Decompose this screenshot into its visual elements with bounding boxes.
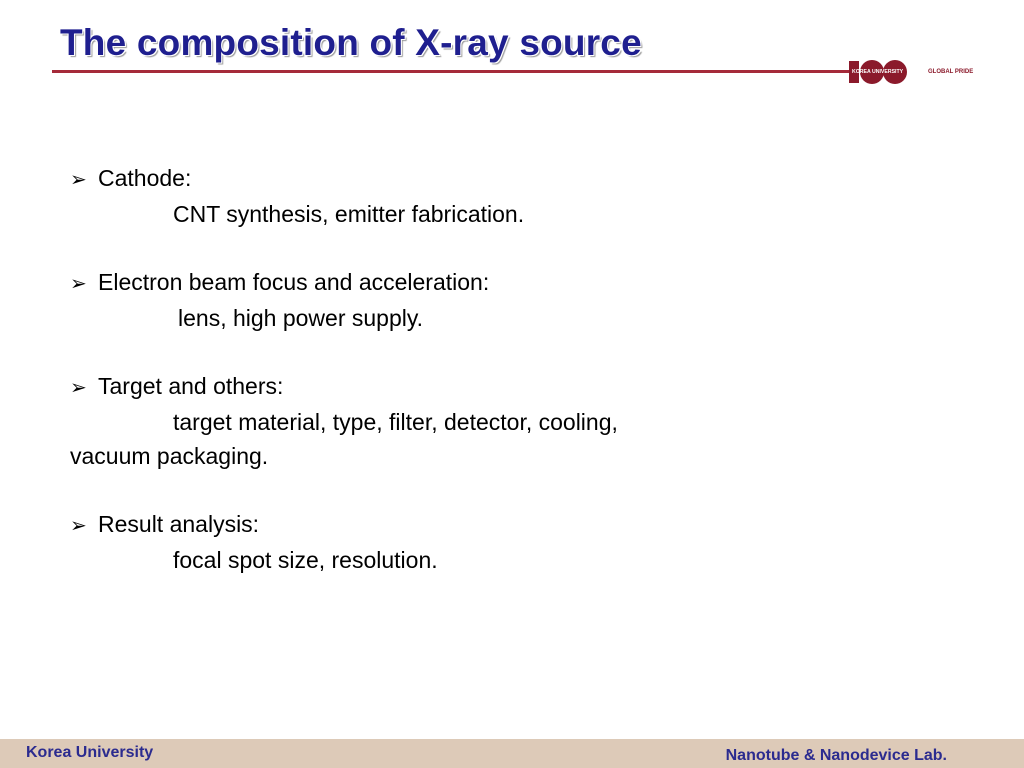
bullet-heading: Target and others: (98, 373, 284, 399)
bullet-result-analysis (70, 507, 770, 543)
bullet-detail: lens, high power supply. (178, 305, 424, 331)
bullet-target (70, 369, 770, 405)
slide-title: The composition of X-ray source (60, 22, 642, 63)
bullet-cathode (70, 161, 770, 197)
bullet-detail: CNT synthesis, emitter fabrication. (173, 201, 525, 227)
logo-tagline-text: GLOBAL PRIDE (928, 69, 974, 75)
bullet-heading: Cathode: (98, 165, 192, 191)
logo-name-text: KOREA UNIVERSITY (852, 69, 904, 75)
arrow-bullet-icon: ➢ (70, 377, 87, 399)
arrow-bullet-icon: ➢ (70, 169, 87, 191)
title-underline (52, 70, 849, 73)
arrow-bullet-icon: ➢ (70, 273, 87, 295)
arrow-bullet-icon: ➢ (70, 515, 87, 537)
bullet-heading: Electron beam focus and acceleration: (98, 269, 490, 295)
bullet-detail: target material, type, filter, detector, cooling, (173, 409, 618, 435)
korea-university-100-logo-icon (849, 57, 979, 87)
bullet-electron-beam (70, 265, 770, 301)
footer-bar (0, 739, 1024, 768)
bullet-heading: Result analysis: (98, 511, 260, 537)
bullet-detail-continued: vacuum packaging. (70, 443, 269, 469)
footer-university: Korea University (26, 744, 154, 761)
footer-lab: Nanotube & Nanodevice Lab. (725, 747, 947, 764)
bullet-list (70, 161, 770, 577)
bullet-detail: focal spot size, resolution. (173, 547, 438, 573)
